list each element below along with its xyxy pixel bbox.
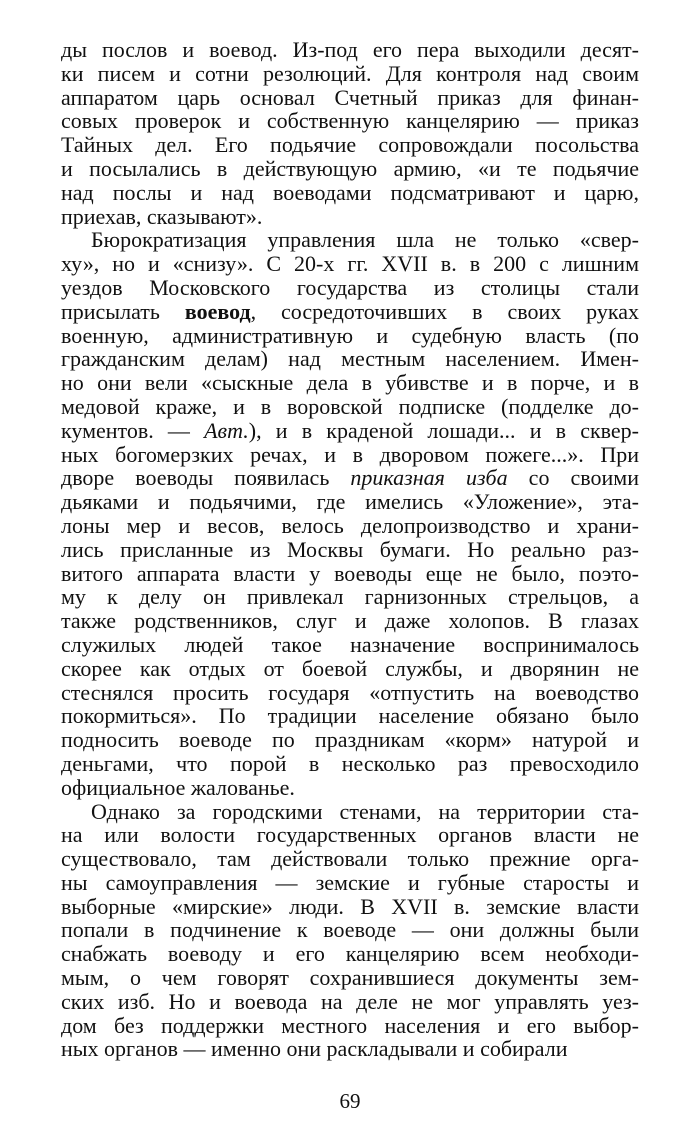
text-segment: над послы и над воеводами подсматривают и царю, [61,179,639,205]
text-segment: совых проверок и собственную канцелярию — приказ [61,108,639,134]
text-segment: покормиться». По традиции население обязано было [61,703,639,729]
text-segment: снабжать воеводу и его канцелярию всем необходи- [61,941,639,967]
text-segment: , сосредоточивших в своих руках [250,298,639,324]
paragraph [61,228,639,799]
text-segment: деньгами, что порой в несколько раз превосходило [61,750,639,776]
text-line [61,776,639,800]
text-segment: ды послов и воевод. Из-под его пера выходили десят- [61,37,639,62]
text-segment: но они вели «сыскные дела в убивстве и в порче, и в [61,370,639,396]
text-segment: дворе воеводы появилась [61,465,351,491]
text-line [61,752,639,776]
text-line [61,466,639,490]
text-segment: присылать [61,298,185,324]
text-line [61,704,639,728]
text-segment: служилых людей такое назначение воспринималось [61,631,639,657]
text-segment: ху», но и «снизу». С 20-х гг. XVII в. в 200 с лишним [61,251,639,277]
text-segment: дьяками и подьячими, где имелись «Уложение», эта- [61,489,639,515]
text-segment: выборные «мирские» люди. В XVII в. земские власти [61,893,639,919]
bold-term: воевод [184,298,251,324]
text-segment: витого аппарата власти у воеводы еще не было, поэто- [61,560,639,586]
text-line [61,562,639,586]
text-line [61,133,639,157]
text-segment: ки писем и сотни резолюций. Для контроля над своим [61,60,639,86]
text-segment: Бюрократизация управления шла не только «свер- [91,227,639,253]
text-line [61,633,639,657]
text-line [61,1037,639,1061]
text-line [61,681,639,705]
text-line [61,228,639,252]
text-line [61,109,639,133]
text-line [61,585,639,609]
text-segment: и посылались в действующую армию, «и те подьячие [61,155,639,181]
text-line [61,538,639,562]
text-segment: ных органов — именно они раскладывали и собирали [61,1036,568,1062]
text-segment: гражданским делам) над местным населением. Имен- [61,346,639,372]
text-line [61,514,639,538]
text-line [61,324,639,348]
text-segment: му к делу он привлекал гарнизонных стрельцов, а [61,584,639,610]
text-segment: со своими [507,465,639,491]
text-segment: подносить воеводе по праздникам «корм» натурой и [61,727,639,753]
paragraph [61,38,639,228]
text-segment: уездов Московского государства из столицы стали [61,274,639,300]
text-line [61,276,639,300]
text-line [61,86,639,110]
text-line [61,918,639,942]
text-segment: Однако за городскими стенами, на территории ста- [91,798,639,824]
text-segment: военную, административную и судебную власть (по [61,322,639,348]
text-line [61,395,639,419]
text-segment: также родственников, слуг и даже холопов. В глазах [61,608,639,634]
text-segment: кументов. — [61,417,205,443]
italic-text: приказная изба [350,465,508,491]
text-line [61,252,639,276]
text-segment: существовало, там действовали только прежние орга- [61,846,639,872]
text-line [61,347,639,371]
text-segment: официальное жалованье. [61,774,295,800]
text-segment: приехав, сказывают». [61,203,263,229]
text-line [61,823,639,847]
text-segment: ных богомерзких речах, и в дворовом пожеге...». При [61,441,639,467]
text-segment: стеснялся просить государя «отпустить на воеводство [61,679,639,705]
text-line [61,609,639,633]
text-line [61,800,639,824]
text-segment: Тайных дел. Его подьячие сопровождали посольства [61,132,639,158]
text-line [61,157,639,181]
text-segment: лоны мер и весов, велось делопроизводство и храни- [61,512,639,538]
page-text [61,38,639,1061]
text-line [61,38,639,62]
text-line [61,490,639,514]
text-segment: скорее как отдых от боевой службы, и дворянин не [61,655,639,681]
text-line [61,1014,639,1038]
text-line [61,181,639,205]
text-line [61,657,639,681]
text-segment: на или волости государственных органов власти не [61,822,639,848]
page-number: 69 [339,1089,361,1113]
text-line [61,443,639,467]
text-line [61,205,639,229]
text-line [61,871,639,895]
text-line [61,62,639,86]
text-line [61,371,639,395]
text-segment: медовой краже, и в воровской подписке (подделке до- [61,393,639,419]
italic-text: Авт. [204,417,249,443]
text-segment: дом без поддержки местного населения и его выбор- [61,1012,639,1038]
text-line [61,966,639,990]
text-segment: ны самоуправления — земские и губные старосты и [61,869,639,895]
text-segment: аппаратом царь основал Счетный приказ для финан- [61,84,639,110]
text-line [61,728,639,752]
text-line [61,847,639,871]
text-segment: попали в подчинение к воеводе — они должны были [61,917,639,943]
text-line [61,942,639,966]
text-segment: мым, о чем говорят сохранившиеся документы зем- [61,965,639,991]
paragraph [61,800,639,1062]
text-line [61,990,639,1014]
text-segment: ), и в краденой лошади... и в сквер- [248,417,640,443]
text-line [61,895,639,919]
text-segment: ских изб. Но и воевода на деле не мог управлять уез- [61,988,639,1014]
text-line [61,419,639,443]
text-line [61,300,639,324]
text-segment: лись присланные из Москвы бумаги. Но реально раз- [61,536,639,562]
